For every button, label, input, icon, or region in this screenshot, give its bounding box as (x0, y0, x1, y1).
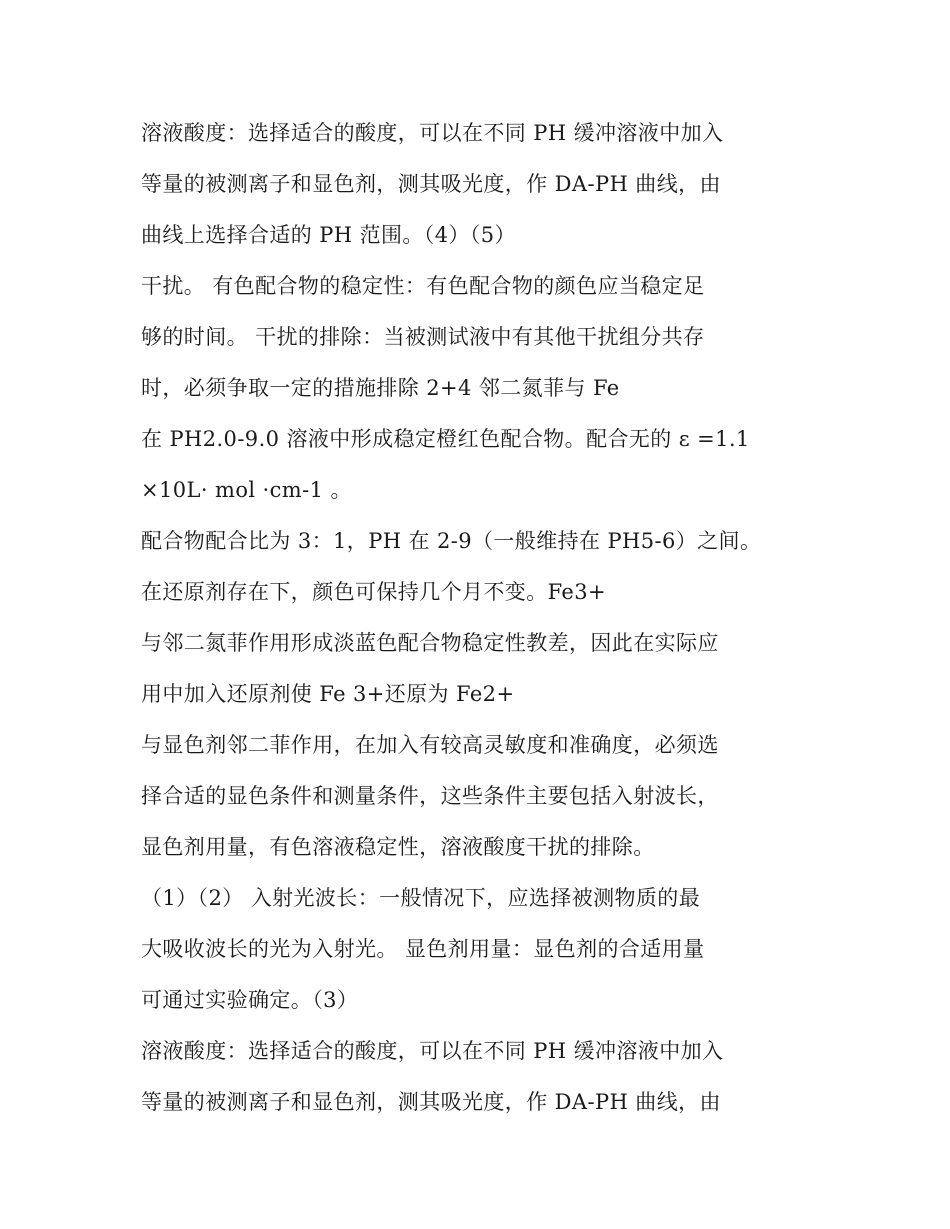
text-line: 与邻二氮菲作用形成淡蓝色配合物稳定性教差，因此在实际应 (141, 631, 719, 655)
text-line: 等量的被测离子和显色剂，测其吸光度，作 DA-PH 曲线，由 (141, 172, 721, 196)
text-line: 在 PH2.0-9.0 溶液中形成稳定橙红色配合物。配合无的 ε =1.1 (141, 427, 750, 451)
text-line: 溶液酸度：选择适合的酸度，可以在不同 PH 缓冲溶液中加入 (141, 121, 724, 145)
text-line: 干扰。 有色配合物的稳定性：有色配合物的颜色应当稳定足 (141, 274, 705, 298)
text-line: 可通过实验确定。（3） (141, 988, 359, 1012)
text-line: 曲线上选择合适的 PH 范围。（4）（5） (141, 223, 516, 247)
text-line: 择合适的显色条件和测量条件，这些条件主要包括入射波长， (141, 784, 719, 808)
text-line: ×10L· mol ·cm-1 。 (141, 478, 352, 502)
text-line: 溶液酸度：选择适合的酸度，可以在不同 PH 缓冲溶液中加入 (141, 1039, 724, 1063)
text-line: 配合物配合比为 3：1，PH 在 2-9（一般维持在 PH5-6）之间。 (141, 529, 762, 553)
document-body (141, 108, 821, 1128)
text-line: 够的时间。 干扰的排除：当被测试液中有其他干扰组分共存 (141, 325, 705, 349)
text-line: 显色剂用量，有色溶液稳定性，溶液酸度干扰的排除。 (141, 835, 655, 859)
text-line: （1）（2） 入射光波长：一般情况下，应选择被测物质的最 (141, 886, 701, 910)
text-line: 大吸收波长的光为入射光。 显色剂用量：显色剂的合适用量 (141, 937, 705, 961)
text-line: 用中加入还原剂使 Fe 3+还原为 Fe2+ (141, 682, 515, 706)
text-line: 等量的被测离子和显色剂，测其吸光度，作 DA-PH 曲线，由 (141, 1090, 721, 1114)
text-line: 在还原剂存在下，颜色可保持几个月不变。Fe3+ (141, 580, 607, 604)
text-line: 与显色剂邻二菲作用，在加入有较高灵敏度和准确度，必须选 (141, 733, 719, 757)
text-line: 时，必须争取一定的措施排除 2+4 邻二氮菲与 Fe (141, 376, 620, 400)
